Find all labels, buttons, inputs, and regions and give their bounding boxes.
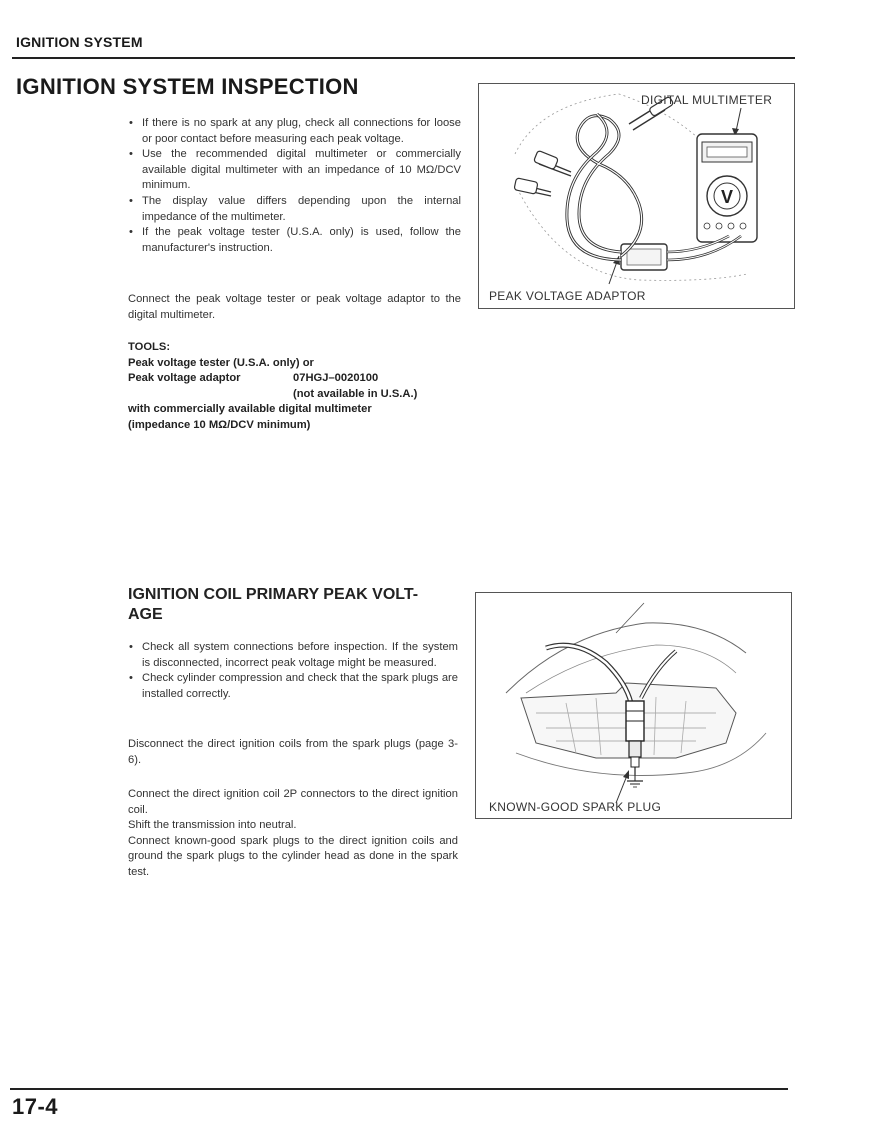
tools-heading: TOOLS: [128, 341, 171, 353]
tools-line: Peak voltage tester (U.S.A. only) or [128, 356, 314, 369]
connect-instruction [128, 292, 461, 323]
tools-line: with commercially available digital multimeter [128, 403, 372, 416]
tools-block [128, 340, 448, 434]
tools-row [128, 371, 448, 387]
inspection-note: • If the peak voltage tester (U.S.A. only) is used, follow the manufacturer's instruction. [128, 225, 461, 256]
multimeter-illustration [479, 84, 794, 308]
multimeter-dial-symbol: V [720, 187, 734, 207]
page-number: 17-4 [12, 1094, 59, 1119]
inspection-note: • The display value differs depending upon the internal impedance of the multimeter. [128, 194, 461, 225]
inspection-note: • If there is no spark at any plug, check all connections for loose or poor contact before measuring each peak voltage. [128, 116, 461, 147]
primary-note: • Check all system connections before inspection. If the system is disconnected, incorrect peak voltage might be measured. [128, 640, 458, 671]
section-title-line: IGNITION COIL PRIMARY PEAK VOLT- [128, 586, 419, 603]
primary-note: • Check cylinder compression and check that the spark plugs are installed correctly. [128, 671, 458, 702]
tool-name: Peak voltage adaptor [128, 372, 241, 385]
primary-notes [128, 640, 458, 702]
tools-line: (impedance 10 MΩ/DCV minimum) [128, 418, 311, 431]
known-good-spark-plug-label: KNOWN-GOOD SPARK PLUG [489, 800, 662, 814]
section-header: IGNITION SYSTEM [16, 34, 143, 50]
inspection-note: • Use the recommended digital multimeter or commercially available digital multimeter with an impedance of 10 MΩ/DCV minimum. [128, 147, 461, 194]
instruction-line: Connect known-good spark plugs to the direct ignition coils and ground the spark plugs to the cylinder head as done in the spark test. [128, 834, 458, 878]
footer-rule [10, 1088, 788, 1090]
multimeter-figure [478, 83, 795, 309]
instruction-line: Connect the direct ignition coil 2P connectors to the direct ignition coil. [128, 788, 458, 816]
disconnect-text: Disconnect the direct ignition coils from the spark plugs (page 3-6). [128, 738, 458, 766]
inspection-notes [128, 116, 461, 256]
spark-plug-illustration [476, 593, 791, 818]
disconnect-instruction [128, 737, 458, 768]
connect-text: Connect the peak voltage tester or peak voltage adaptor to the digital multimeter. [128, 293, 461, 321]
header-rule [12, 57, 795, 59]
connect-coil-instructions [128, 787, 458, 881]
instruction-line: Shift the transmission into neutral. [128, 819, 297, 832]
section-title-line: AGE [128, 606, 163, 623]
spark-plug-figure [475, 592, 792, 819]
page-title: IGNITION SYSTEM INSPECTION [16, 74, 359, 99]
tool-part-number: 07HGJ–0020100 [293, 372, 379, 385]
peak-voltage-adaptor-label: PEAK VOLTAGE ADAPTOR [489, 289, 646, 303]
section-title [128, 585, 458, 625]
digital-multimeter-label: DIGITAL MULTIMETER [641, 93, 773, 107]
tools-line: (not available in U.S.A.) [293, 387, 418, 400]
